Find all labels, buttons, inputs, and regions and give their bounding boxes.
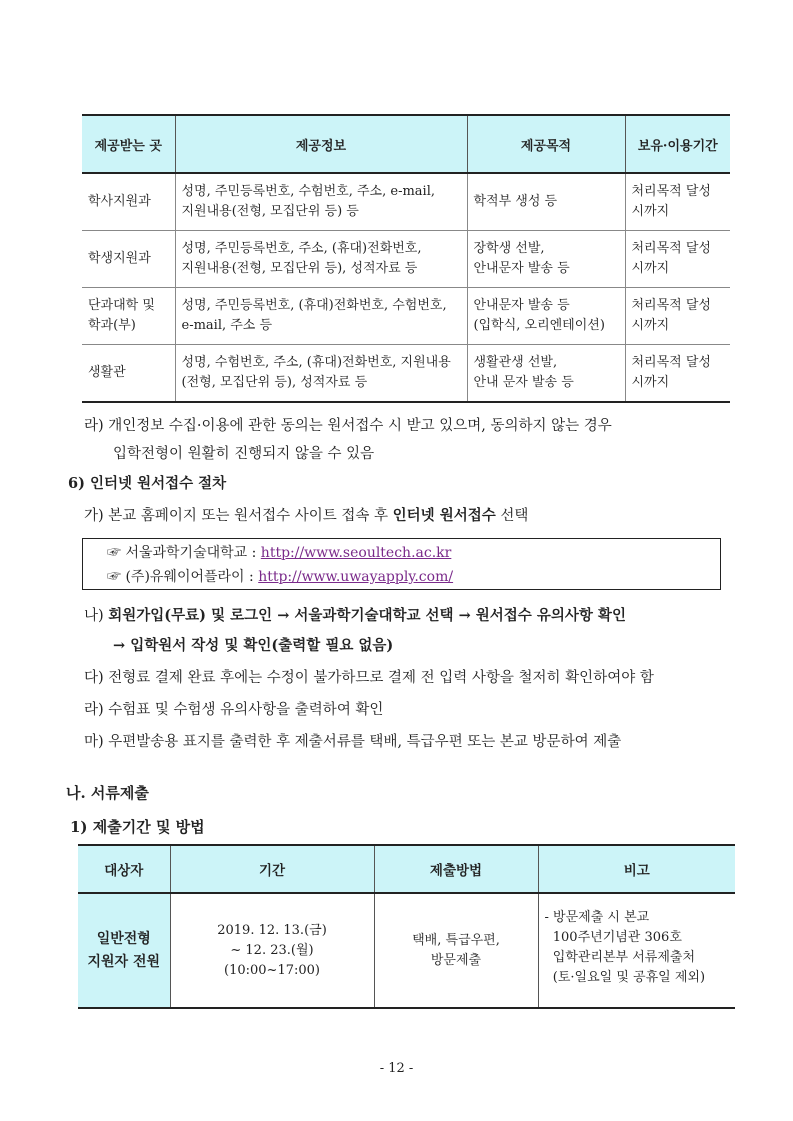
table-cell: 단과대학 및 학과(부) [82, 288, 175, 345]
header-recipient: 제공받는 곳 [82, 115, 175, 173]
step-na-line2: → 입학원서 작성 및 확인(출력할 필요 없음) [113, 637, 394, 654]
step-da: 다) 전형료 결제 완료 후에는 수정이 불가하므로 결제 전 입력 사항을 철저히 확인하여야 함 [84, 670, 654, 686]
step-na-line1 [84, 604, 626, 625]
table-cell: 생활관 [82, 345, 175, 403]
table-row [82, 288, 730, 345]
links-box [82, 538, 721, 590]
step-ga-suffix: 선택 [495, 508, 529, 524]
section-6-title: 6) 인터넷 원서접수 절차 [68, 475, 227, 492]
uwayapply-link[interactable]: http://www.uwayapply.com/ [258, 569, 454, 585]
table-cell: 안내문자 발송 등 (입학식, 오리엔테이션) [467, 288, 625, 345]
step-ga-bold: 인터넷 원서접수 [392, 507, 496, 524]
header-target: 대상자 [78, 845, 170, 893]
table-row [82, 173, 730, 231]
table-cell: 학생지원과 [82, 231, 175, 288]
page-number: - 12 - [379, 1061, 414, 1076]
header-note: 비고 [538, 845, 735, 893]
step-ma: 마) 우편발송용 표지를 출력한 후 제출서류를 택배, 특급우편 또는 본교 방문하여 제출 [84, 734, 622, 750]
table-row [78, 893, 735, 1008]
document-submission-table [78, 844, 735, 1009]
period-cell: 2019. 12. 13.(금) ~ 12. 23.(월) (10:00~17:00) [170, 893, 374, 1008]
step-na-prefix: 나) [84, 608, 109, 624]
table-cell: 처리목적 달성 시까지 [625, 173, 730, 231]
table-cell: 성명, 주민등록번호, (휴대)전화번호, 수험번호, e-mail, 주소 등 [175, 288, 467, 345]
table-header-row [78, 845, 735, 893]
table-cell: 처리목적 달성 시까지 [625, 288, 730, 345]
header-period: 기간 [170, 845, 374, 893]
header-purpose: 제공목적 [467, 115, 625, 173]
pointing-hand-icon: ☞ [107, 569, 121, 585]
table-cell: 학적부 생성 등 [467, 173, 625, 231]
table-cell: 처리목적 달성 시까지 [625, 231, 730, 288]
header-info: 제공정보 [175, 115, 467, 173]
section-na-subtitle: 1) 제출기간 및 방법 [70, 818, 205, 836]
info-provision-table [82, 114, 730, 403]
table-cell: 생활관생 선발, 안내 문자 발송 등 [467, 345, 625, 403]
consent-note-line1: 라) 개인정보 수집·이용에 관한 동의는 원서접수 시 받고 있으며, 동의하지 않는 경우 [84, 418, 612, 434]
table-header-row [82, 115, 730, 173]
table-cell: 학사지원과 [82, 173, 175, 231]
table-cell: 처리목적 달성 시까지 [625, 345, 730, 403]
step-ga [84, 504, 528, 525]
section-na-title: 나. 서류제출 [66, 784, 149, 802]
step-na-text: 회원가입(무료) 및 로그인 → 서울과학기술대학교 선택 → 원서접수 유의사항 확인 [108, 607, 626, 624]
link-label: (주)유웨이어플라이 : [125, 569, 259, 585]
table-cell: 성명, 주민등록번호, 주소, (휴대)전화번호, 지원내용(전형, 모집단위 등), 성적자료 등 [175, 231, 467, 288]
table-cell: 성명, 수험번호, 주소, (휴대)전화번호, 지원내용 (전형, 모집단위 등), 성적자료 등 [175, 345, 467, 403]
method-cell: 택배, 특급우편, 방문제출 [374, 893, 538, 1008]
header-retention: 보유·이용기간 [625, 115, 730, 173]
link-row-uwayapply [107, 566, 453, 586]
seoultech-link[interactable]: http://www.seoultech.ac.kr [260, 545, 452, 561]
table-row [82, 345, 730, 403]
note-cell: - 방문제출 시 본교 100주년기념관 306호 입학관리본부 서류제출처 (토·일요일 및 공휴일 제외) [538, 893, 735, 1008]
target-cell: 일반전형 지원자 전원 [78, 893, 170, 1008]
consent-note-line2: 입학전형이 원활히 진행되지 않을 수 있음 [113, 446, 375, 462]
table-cell: 장학생 선발, 안내문자 발송 등 [467, 231, 625, 288]
link-label: 서울과학기술대학교 : [125, 545, 261, 561]
pointing-hand-icon: ☞ [107, 545, 121, 561]
table-row [82, 231, 730, 288]
step-ra: 라) 수험표 및 수험생 유의사항을 출력하여 확인 [84, 702, 384, 718]
step-ga-prefix: 가) 본교 홈페이지 또는 원서접수 사이트 접속 후 [84, 508, 393, 524]
table-cell: 성명, 주민등록번호, 수험번호, 주소, e-mail, 지원내용(전형, 모집단위 등) 등 [175, 173, 467, 231]
header-method: 제출방법 [374, 845, 538, 893]
link-row-seoultech [107, 542, 451, 562]
